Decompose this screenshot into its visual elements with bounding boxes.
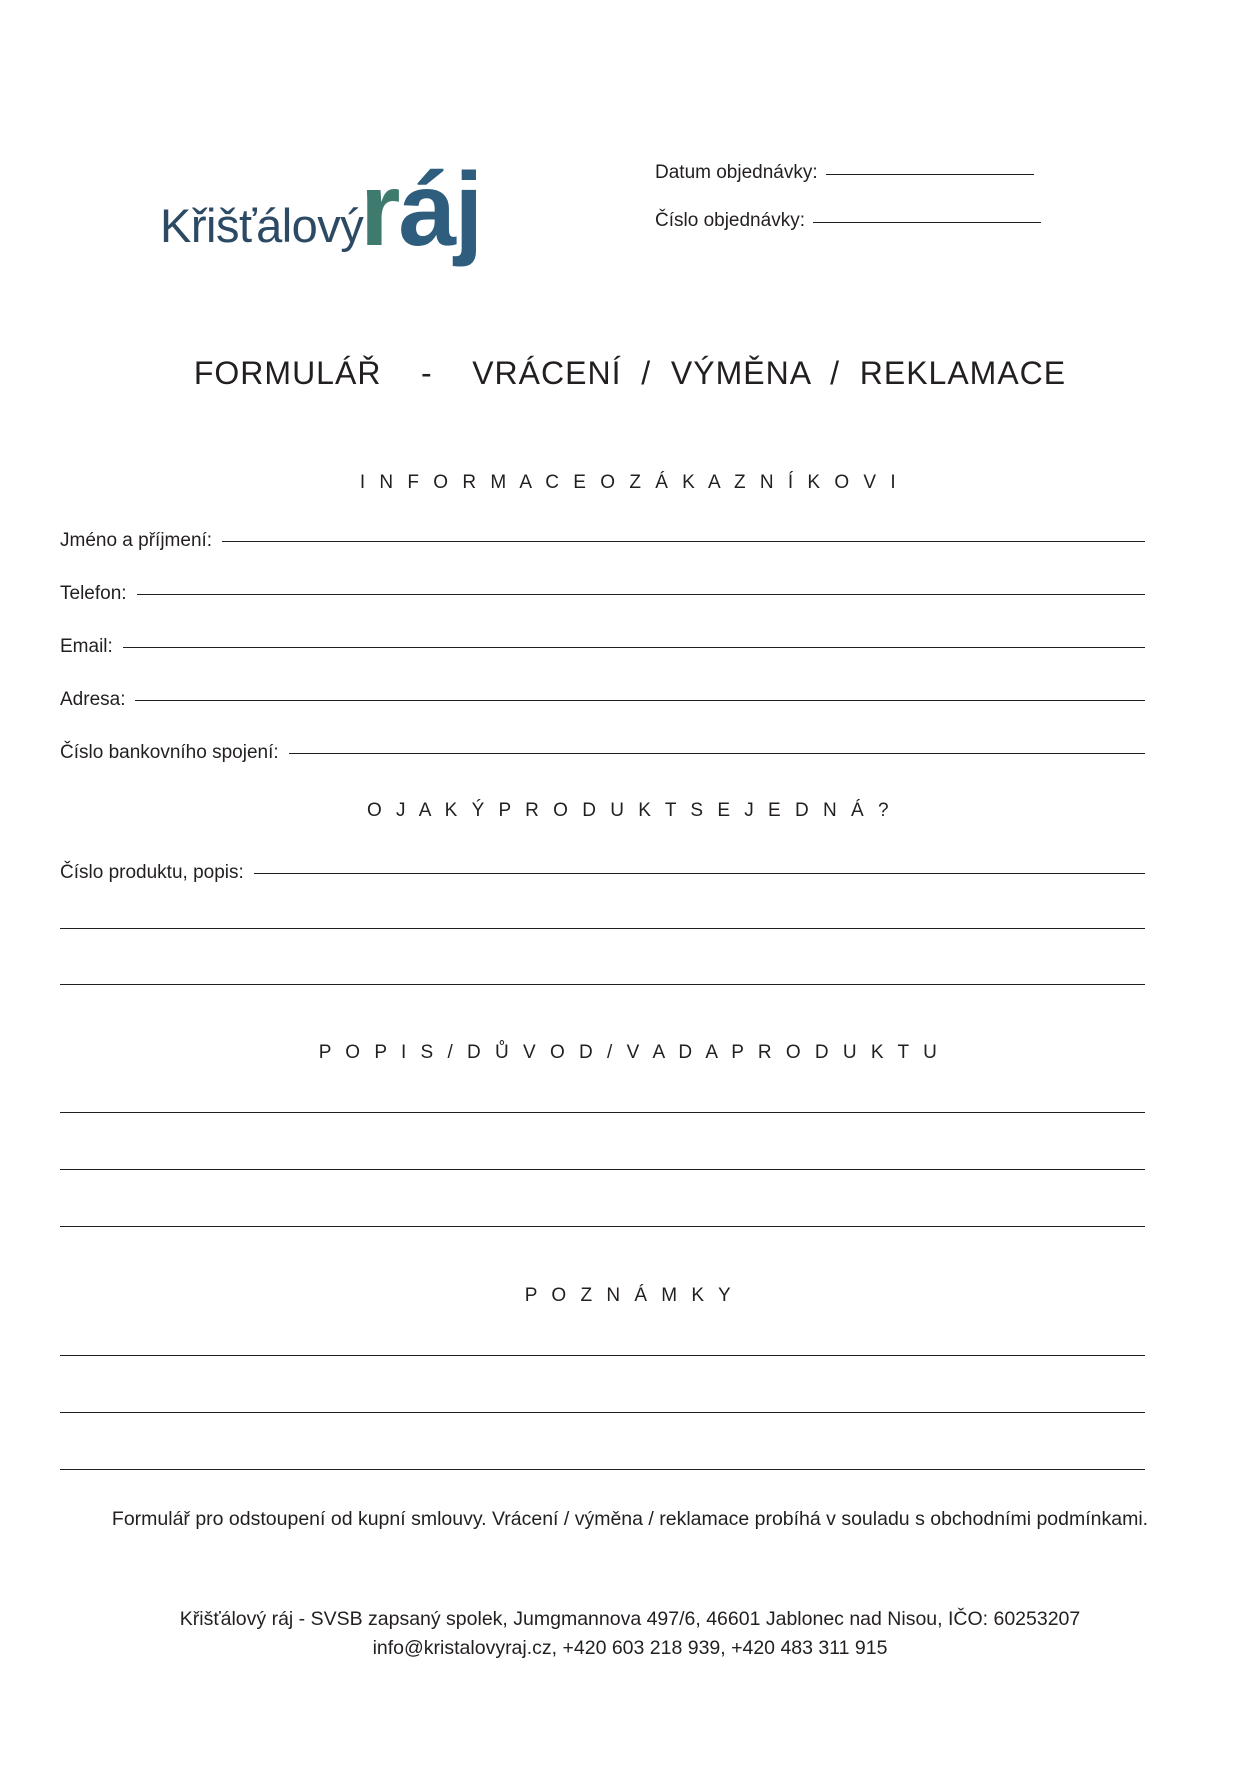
field-rule-reason-line-3[interactable] [60,1226,1145,1227]
field-rule-reason-line-1[interactable] [60,1112,1145,1113]
field-rule-phone[interactable] [137,593,1145,595]
section-heading-product: O J A K Ý P R O D U K T S E J E D N Á ? [366,800,894,821]
field-rule-notes-line-1[interactable] [60,1355,1145,1356]
footer-company-line: Křišťálový ráj - SVSB zapsaný spolek, Jumgmannova 497/6, 46601 Jablonec nad Nisou, IČO: 60253207 [179,1608,1081,1630]
order-date-input-rule[interactable] [826,173,1034,175]
order-number-input-rule[interactable] [813,221,1041,223]
footer-legal-note: Formulář pro odstoupení od kupní smlouvy. Vrácení / výměna / reklamace probíhá v souladu s obchodními podmínkami. [111,1508,1149,1530]
section-heading-customer: I N F O R M A C E O Z Á K A Z N Í K O V I [359,472,901,493]
field-label-address: Adresa: [60,689,126,710]
section-heading-reason: P O P I S / D Ů V O D / V A D A P R O D U K T U [318,1042,942,1063]
order-date-label: Datum objednávky: [655,162,818,183]
logo-letter-a: á [398,152,455,268]
order-date-field[interactable] [655,162,1155,184]
logo-letter-j: j [454,152,482,268]
field-full-name[interactable] [60,530,1145,552]
field-rule-address[interactable] [135,699,1145,701]
field-label-product-description: Číslo produktu, popis: [60,862,244,883]
order-number-field[interactable] [655,210,1155,232]
footer-contact-line: info@kristalovyraj.cz, +420 603 218 939, +420 483 311 915 [372,1637,888,1660]
document-header [0,140,1260,280]
logo-wordmark-primary: Křišťálový [160,199,364,252]
field-label-full-name: Jméno a příjmení: [60,530,213,551]
order-number-label: Číslo objednávky: [655,210,805,231]
field-product-description[interactable] [60,862,1145,884]
company-logo [160,150,560,280]
field-address[interactable] [60,689,1145,711]
field-rule-reason-line-2[interactable] [60,1169,1145,1170]
field-rule-email[interactable] [123,646,1145,648]
logo-letter-r: r [360,152,399,268]
field-rule-product-line-2[interactable] [60,928,1145,929]
field-rule-notes-line-3[interactable] [60,1469,1145,1470]
field-rule-product-line-3[interactable] [60,984,1145,985]
field-bank-account[interactable] [60,742,1145,764]
field-rule-bank-account[interactable] [289,752,1145,754]
field-phone[interactable] [60,583,1145,605]
footer-contact-block [60,1605,1200,1664]
field-label-email: Email: [60,636,113,657]
logo-wordmark-accent [360,152,482,268]
field-label-phone: Telefon: [60,583,127,604]
field-rule-notes-line-2[interactable] [60,1412,1145,1413]
field-rule-full-name[interactable] [222,540,1145,542]
page-title: FORMULÁŘ - VRÁCENÍ / VÝMĚNA / REKLAMACE [193,355,1067,391]
field-label-bank-account: Číslo bankovního spojení: [60,742,279,763]
field-email[interactable] [60,636,1145,658]
section-heading-notes: P O Z N Á M K Y [524,1285,736,1306]
order-info-block [655,162,1155,258]
field-rule-product-description[interactable] [254,872,1145,874]
